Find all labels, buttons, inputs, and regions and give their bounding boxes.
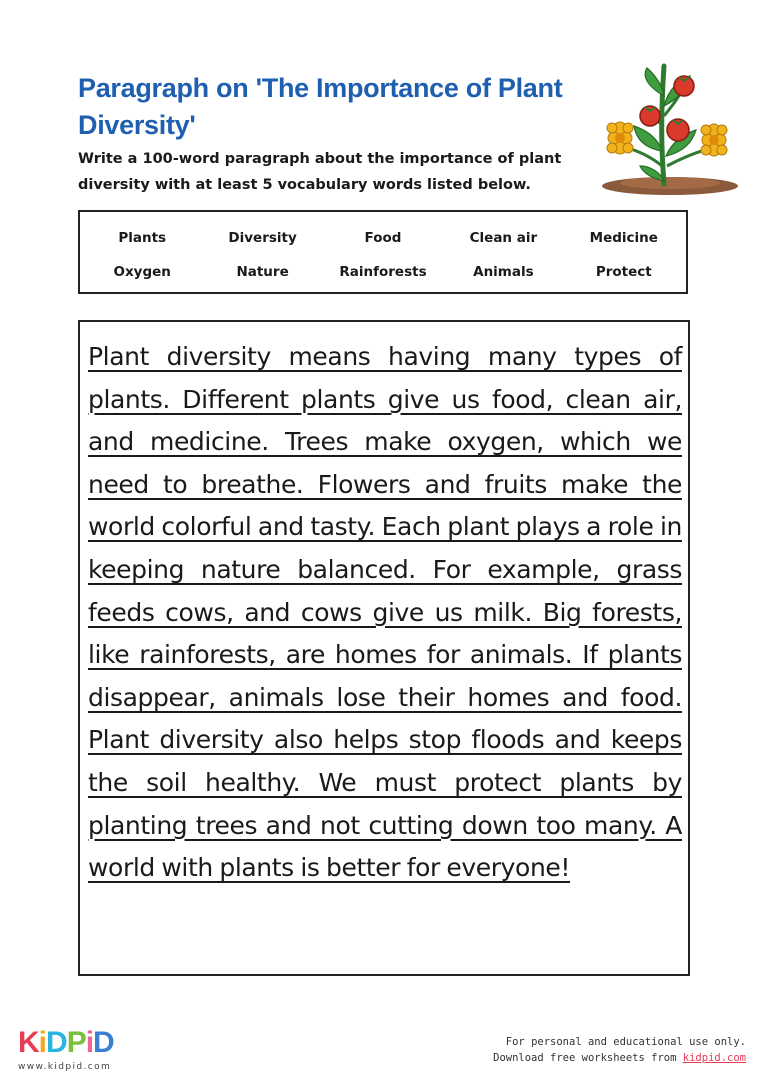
vocab-word: Food [364,230,402,246]
footer-download-prefix: Download free worksheets from [493,1052,683,1064]
vocab-word: Animals [473,264,534,280]
kidpid-logo [18,1028,128,1076]
vocab-word: Medicine [589,230,658,246]
vocabulary-box [78,210,688,294]
vocab-word: Diversity [228,230,297,246]
logo-wordmark: KiDPiD [18,1026,114,1059]
footer-link[interactable]: kidpid.com [682,1052,746,1064]
vocab-word: Clean air [469,230,538,246]
vocab-word: Protect [595,264,652,280]
instructions: Write a 100-word paragraph about the importance of plant diversity with at least 5 vocabulary words listed below. [78,151,562,193]
tomato-plant-with-flowers-icon [592,56,742,196]
footer-download-note [493,1050,746,1066]
paragraph-text: Plant diversity means having many types of plants. Different plants give us food, clean air, and medicine. Trees make oxygen, which we need to breathe. Flowers and fruits make the world colorful and tasty. Each plant plays a role in keeping nature balanced. For example, grass feeds cows, and cows give us milk. Big forests, like rainforests, are homes for animals. If plants disappear, animals lose their homes and food. Plant diversity also helps stop floods and keeps the soil healthy. We must protect plants by planting trees and not cutting down too many. A world with plants is better for everyone! [88,342,682,883]
vocab-word: Nature [236,264,289,280]
vocabulary-grid [80,212,686,289]
paragraph-box [78,320,690,976]
vocab-word: Oxygen [113,264,171,280]
vocab-word: Plants [118,230,167,246]
footer [493,1034,746,1066]
vocab-word: Rainforests [339,264,427,280]
footer-usage-note: For personal and educational use only. [505,1036,746,1048]
worksheet-title: Paragraph on 'The Importance of Plant Diversity' [78,73,563,140]
logo-website: www.kidpid.com [18,1062,112,1072]
